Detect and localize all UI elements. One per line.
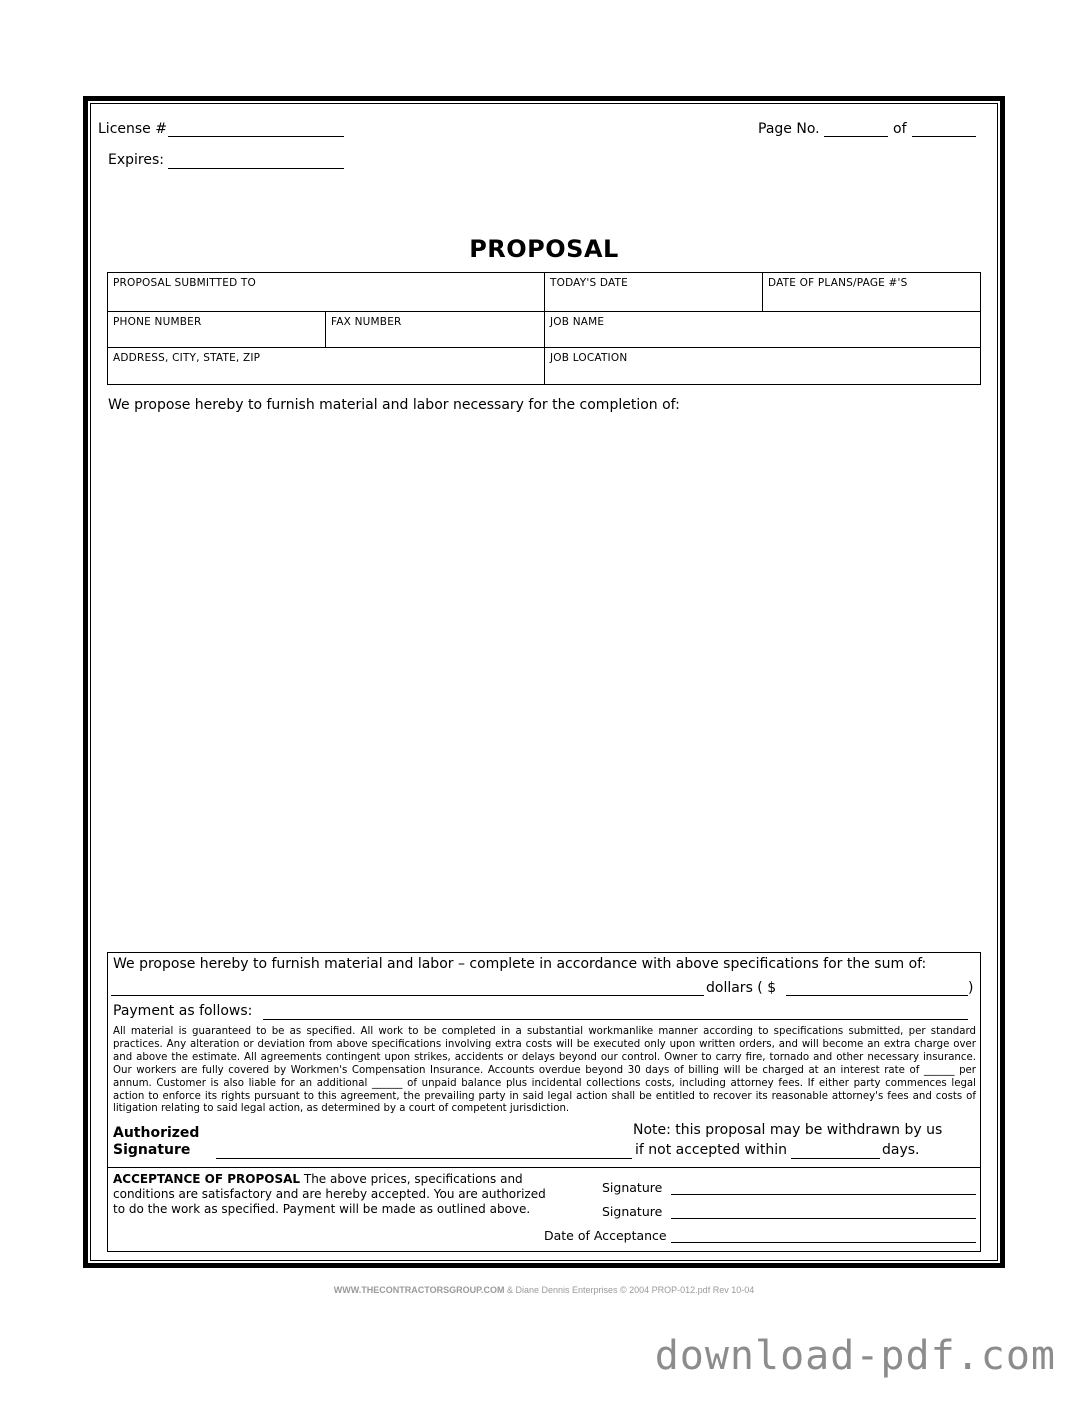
address-cell[interactable] — [107, 347, 545, 385]
intro-statement: We propose hereby to furnish material and labor necessary for the completion of: — [108, 397, 680, 413]
acceptance-line3: to do the work as specified. Payment will be made as outlined above. — [113, 1202, 531, 1216]
todays-date-cell[interactable] — [544, 272, 763, 312]
payment-label: Payment as follows: — [113, 1003, 253, 1019]
acceptance-heading: ACCEPTANCE OF PROPOSAL — [113, 1172, 301, 1186]
job-name-label: JOB NAME — [550, 316, 605, 328]
phone-number-label: PHONE NUMBER — [113, 316, 202, 328]
date-of-plans-label: DATE OF PLANS/PAGE #'S — [768, 277, 908, 289]
expires-label: Expires: — [108, 152, 164, 168]
signature-label: Signature — [113, 1142, 191, 1158]
of-label: of — [893, 121, 907, 137]
sum-amount-field[interactable] — [786, 995, 968, 996]
withdraw-note: Note: this proposal may be withdrawn by us — [633, 1122, 943, 1138]
job-name-cell[interactable] — [544, 311, 981, 348]
close-paren: ) — [968, 980, 974, 996]
authorized-signature-field[interactable] — [216, 1158, 632, 1159]
page-no-field[interactable] — [824, 136, 888, 137]
dollars-label: dollars ( $ — [706, 980, 777, 996]
job-location-label: JOB LOCATION — [550, 352, 628, 364]
sum-statement: We propose hereby to furnish material and labor – complete in accordance with above specifications for the sum of: — [113, 956, 927, 972]
date-of-plans-cell[interactable] — [762, 272, 981, 312]
todays-date-label: TODAY'S DATE — [550, 277, 628, 289]
watermark: download-pdf.com — [654, 1333, 1056, 1379]
date-of-acceptance-label: Date of Acceptance — [544, 1228, 667, 1243]
days-field[interactable] — [791, 1158, 880, 1159]
terms-paragraph: All material is guaranteed to be as specified. All work to be completed in a substantial workmanlike manner according to specifications submitted, per standard practices. Any alteration or deviation from above specifications involving extra costs will be executed only upon written orders, and will become an extra charge over and above the estimate. All agreements contingent upon strikes, accidents or delays beyond our control. Owner to carry fire, tornado and other necessary insurance. Our workers are fully covered by Workmen's Compensation Insurance. Accounts overdue beyond 30 days of billing will be charged at an interest rate of ______ per annum. Customer is also liable for an additional ______ of unpaid balance plus incidental collections costs, including attorney fees. If either party commences legal action to enforce its rights pursuant to this agreement, the prevailing party in said legal action shall be entitled to recover its reasonable attorney's fees and costs of litigation relating to said legal action, as determined by a court of competent jurisdiction. — [113, 1026, 976, 1115]
footer — [0, 1285, 1088, 1295]
page-total-field[interactable] — [912, 136, 976, 137]
acceptance-line1: The above prices, specifications and — [300, 1172, 523, 1186]
license-label: License # — [98, 121, 167, 137]
footer-copyright: & Diane Dennis Enterprises © 2004 PROP-012.pdf Rev 10-04 — [504, 1285, 755, 1295]
job-location-cell[interactable] — [544, 347, 981, 385]
signature2-label: Signature — [602, 1204, 663, 1219]
acceptance-signature1-field[interactable] — [671, 1194, 976, 1195]
address-label: ADDRESS, CITY, STATE, ZIP — [113, 352, 261, 364]
work-description-area[interactable] — [107, 420, 981, 944]
fax-number-label: FAX NUMBER — [331, 316, 402, 328]
page-title: PROPOSAL — [469, 235, 619, 263]
fax-number-cell[interactable] — [325, 311, 545, 348]
signature1-label: Signature — [602, 1180, 663, 1195]
sum-words-field[interactable] — [111, 995, 704, 996]
payment-terms-field[interactable] — [263, 1019, 968, 1020]
acceptance-divider — [107, 1167, 981, 1168]
acceptance-signature2-field[interactable] — [671, 1218, 976, 1219]
authorized-label: Authorized — [113, 1125, 200, 1141]
proposal-submitted-to-cell[interactable] — [107, 272, 545, 312]
acceptance-text — [113, 1172, 583, 1217]
footer-site-link[interactable]: WWW.THECONTRACTORSGROUP.COM — [333, 1285, 505, 1295]
days-label: days. — [882, 1142, 920, 1158]
proposal-submitted-to-label: PROPOSAL SUBMITTED TO — [113, 277, 257, 289]
license-field[interactable] — [168, 136, 344, 137]
page-no-label: Page No. — [758, 121, 820, 137]
expires-field[interactable] — [168, 168, 344, 169]
not-accepted-label: if not accepted within — [635, 1142, 788, 1158]
acceptance-line2: conditions are satisfactory and are hereby accepted. You are authorized — [113, 1187, 546, 1201]
date-of-acceptance-field[interactable] — [671, 1242, 976, 1243]
phone-number-cell[interactable] — [107, 311, 326, 348]
